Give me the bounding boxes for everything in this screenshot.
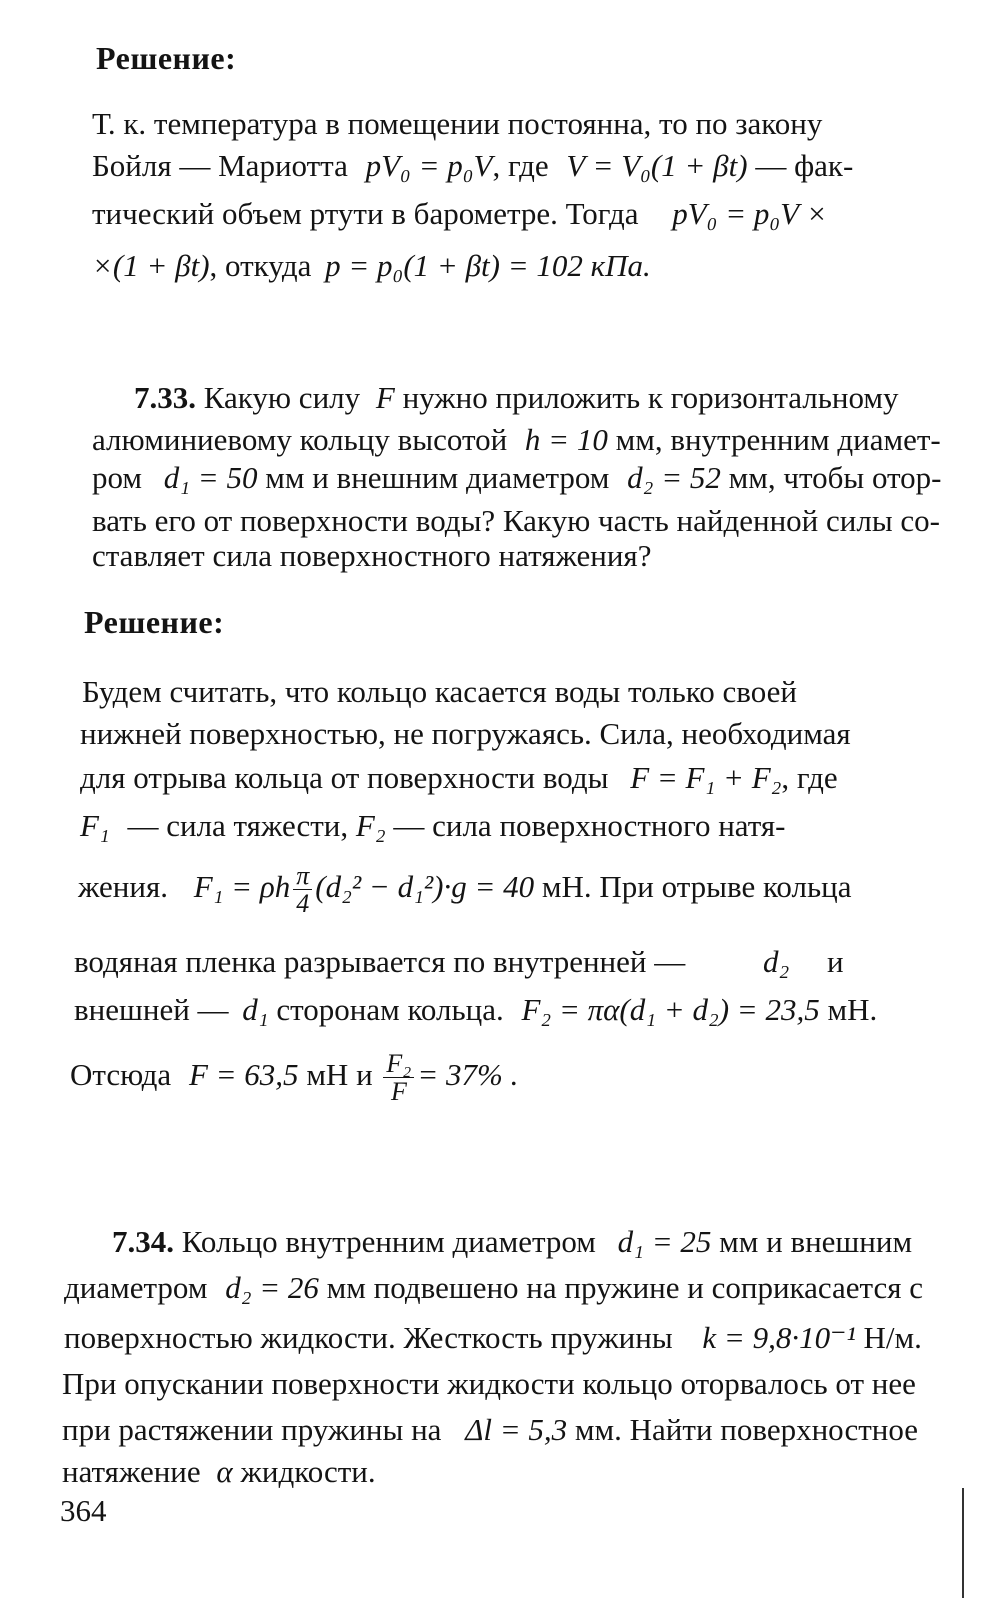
solution-1-text: тический объем ртути в барометре. Тогда <box>92 196 639 231</box>
solution-2-text: нижней поверхностью, не погружаясь. Сила, необходимая <box>80 716 851 751</box>
problem-734-line-2 <box>64 1272 923 1303</box>
solution-2-text: жения. <box>78 868 168 904</box>
solution-2-text: мН и <box>298 1056 373 1092</box>
alpha-symbol: α <box>216 1454 233 1489</box>
problem-733-text: ром <box>92 460 143 495</box>
tension-formula: F₂ = πα(d₁ + d₂) = 23,5 <box>521 992 820 1027</box>
solution-2-text: — сила поверхностного натя- <box>385 808 786 843</box>
problem-734-text: натяжение <box>62 1454 201 1489</box>
problem-733-line-1 <box>134 382 899 413</box>
solution-2-text: — сила тяжести, <box>119 808 356 843</box>
solution-1-text: Т. к. температура в помещении постоянна, то по закону <box>92 106 823 141</box>
force-ratio-fraction <box>383 1050 414 1106</box>
solution-2-line-3 <box>80 762 838 793</box>
solution-1-line-2 <box>92 150 853 181</box>
problem-734-text: диаметром <box>64 1270 208 1305</box>
spring-extension: Δl = 5,3 <box>465 1412 568 1447</box>
ring-height: h = 10 <box>524 422 608 457</box>
solution-2-text: мН. <box>819 992 878 1027</box>
problem-734-text: мм подвешено на пружине и соприкасается с <box>318 1270 924 1305</box>
tension-symbol: F₂ <box>355 808 386 843</box>
pressure-result: p = p₀(1 + βt) = 102 кПа. <box>325 248 651 283</box>
total-force-value: F = 63,5 <box>188 1056 299 1092</box>
solution-2-text: и <box>819 944 844 979</box>
problem-734-line-1 <box>112 1226 912 1257</box>
solution-2-text: Отсюда <box>70 1056 172 1092</box>
total-force-formula: F = F₁ + F₂ <box>630 760 782 795</box>
solution-2-text: сторонам кольца. <box>268 992 504 1027</box>
problem-number: 7.33. <box>134 380 196 415</box>
problem-734-line-5 <box>62 1414 918 1445</box>
problem-733-line-4 <box>92 505 940 536</box>
problem-number: 7.34. <box>112 1224 174 1259</box>
solution-1-line-1 <box>92 108 822 139</box>
problem-733-text: нужно приложить к горизонтальному <box>394 380 899 415</box>
solution-2-text: Будем считать, что кольцо касается воды только своей <box>82 674 797 709</box>
problem-734-text: Н/м. <box>855 1320 922 1355</box>
inner-diameter: d₁ = 50 <box>163 460 258 495</box>
solution-1-line-4 <box>92 250 651 281</box>
spring-stiffness: k = 9,8·10⁻¹ <box>702 1320 856 1355</box>
outer-side-symbol: d₁ <box>242 992 269 1027</box>
solution-1-line-3 <box>92 198 827 229</box>
problem-734-text: жидкости. <box>232 1454 376 1489</box>
problem-733-text: мм и внешним диаметром <box>257 460 610 495</box>
problem-734-line-3 <box>64 1322 922 1353</box>
problem-734-line-4 <box>62 1368 916 1399</box>
problem-733-line-5 <box>92 540 651 571</box>
problem-733-text: мм, чтобы отор- <box>720 460 942 495</box>
force-ratio-result: = 37% . <box>417 1056 519 1092</box>
problem-734-text: При опускании поверхности жидкости кольцо оторвалось от нее <box>62 1366 916 1401</box>
problem-733-text: мм, внутренним диамет- <box>607 422 941 457</box>
fraction-numerator: F₂ <box>383 1050 414 1078</box>
solution-2-line-2 <box>80 718 851 749</box>
gravity-formula-tail: (d₂² − d₁²)·g = 40 <box>315 868 535 904</box>
fraction-denominator: 4 <box>296 889 310 919</box>
problem-733-text: ставляет сила поверхностного натяжения? <box>92 538 652 573</box>
problem-733-text: Какую силу <box>196 380 361 415</box>
problem-733-text: алюминиевому кольцу высотой <box>92 422 508 457</box>
outer-diameter: d₂ = 26 <box>225 1270 319 1305</box>
page-edge-line <box>962 1488 964 1598</box>
inner-diameter: d₁ = 25 <box>617 1224 712 1259</box>
solution-1-text: Бойля — Мариотта <box>92 148 348 183</box>
solution-2-line-1 <box>82 676 797 707</box>
volume-formula: V = V₀(1 + βt) <box>566 148 748 183</box>
fraction-numerator: π <box>293 862 312 890</box>
problem-733-line-2 <box>92 424 941 455</box>
problem-734-line-6 <box>62 1456 376 1487</box>
substitution-formula: pV₀ = p₀V × <box>672 196 828 231</box>
gravity-symbol: F₁ <box>80 808 110 843</box>
problem-734-text: при растяжении пружины на <box>62 1412 442 1447</box>
solution-2-text: внешней — <box>74 992 229 1027</box>
solution-2-line-7 <box>74 994 877 1025</box>
boyle-formula: pV₀ = p₀V <box>365 148 493 183</box>
outer-diameter: d₂ = 52 <box>627 460 721 495</box>
solution-2-text: для отрыва кольца от поверхности воды <box>80 760 609 795</box>
pi-over-four-fraction <box>293 862 312 918</box>
solution-1-text: — фак- <box>747 148 854 183</box>
solution-2-line-5 <box>78 862 851 918</box>
problem-734-text: поверхностью жидкости. Жесткость пружины <box>64 1320 673 1355</box>
problem-734-text: Кольцо внутренним диаметром <box>174 1224 596 1259</box>
page-number: 364 <box>60 1493 107 1528</box>
inner-side-symbol: d₂ <box>763 944 790 979</box>
problem-733-line-3 <box>92 462 942 493</box>
force-symbol: F <box>375 380 395 415</box>
solution-2-line-8 <box>70 1050 518 1106</box>
solution-1-text: , где <box>492 148 549 183</box>
problem-733-text: вать его от поверхности воды? Какую часть найденной силы со- <box>92 503 940 538</box>
solution-2-text: водяная пленка разрывается по внутренней — <box>74 944 686 979</box>
solution-2-text: , где <box>781 760 838 795</box>
solution-heading-1: Решение: <box>96 40 237 76</box>
solution-1-text: , откуда <box>209 248 312 283</box>
problem-734-text: мм. Найти поверхностное <box>567 1412 918 1447</box>
gravity-formula: F₁ = ρh <box>193 868 291 904</box>
solution-2-text: мН. При отрыве кольца <box>534 868 852 904</box>
solution-heading-2: Решение: <box>84 604 225 640</box>
solution-2-line-6 <box>74 946 844 977</box>
solution-2-line-4 <box>80 810 785 841</box>
fraction-denominator: F <box>390 1077 407 1107</box>
expansion-factor: ×(1 + βt) <box>92 248 210 283</box>
problem-734-text: мм и внешним <box>711 1224 913 1259</box>
